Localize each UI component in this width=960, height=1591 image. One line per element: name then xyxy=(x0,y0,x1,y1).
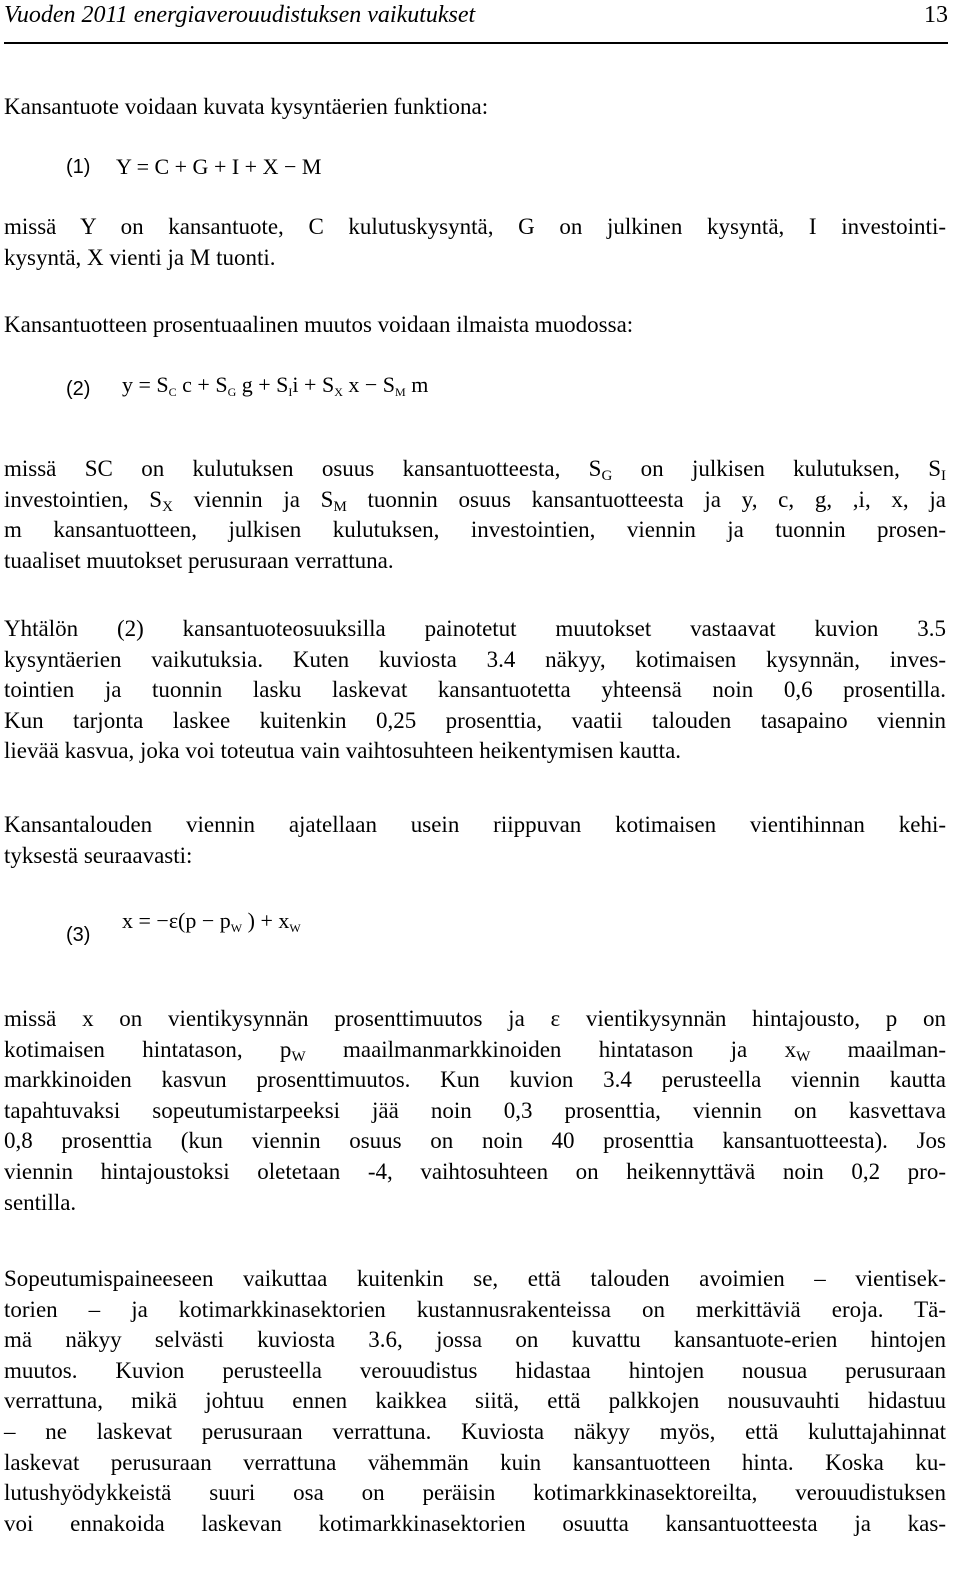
text-line: Yhtälön (2) kansantuoteosuuksilla painotetut muutokset vastaavat kuvion 3.5 xyxy=(4,616,946,641)
eq-subscript: W xyxy=(289,921,301,935)
text-line: m kansantuotteen, julkisen kulutuksen, investointien, viennin ja tuonnin prosen- xyxy=(4,517,946,543)
eq-term: m xyxy=(411,372,429,397)
text-line: tyksestä seuraavasti: xyxy=(4,842,193,868)
paragraph-growth-intro xyxy=(4,310,946,341)
eq-subscript: C xyxy=(168,385,177,399)
text-line: lievää kasvua, joka voi toteutua vain vaihtosuhteen heikentymisen kautta. xyxy=(4,738,682,764)
eq-subscript: I xyxy=(288,385,293,399)
equation-number: (3) xyxy=(66,924,91,946)
page-header xyxy=(4,0,948,42)
text-line: mä näkyy selvästi kuviosta 3.6, jossa on kuvattu kansantuote-erien hintojen xyxy=(4,1327,946,1353)
text-line: Kansantuotteen prosentuaalinen muutos voidaan ilmaista muodossa: xyxy=(4,312,634,337)
text-line: lutushyödykkeistä suuri osa on peräisin kotimarkkinasektoreilta, verouudistuksen xyxy=(4,1480,946,1506)
text-run: maailmanmarkkinoiden hintatason ja x xyxy=(305,1036,797,1062)
eq-term: i + S xyxy=(292,372,335,397)
equation-formula xyxy=(122,908,301,934)
eq-subscript: G xyxy=(227,385,237,399)
text-line: 0,8 prosenttia (kun viennin osuus on noin 40 prosenttia kansantuotteesta). Jos xyxy=(4,1128,946,1154)
paragraph-shares xyxy=(4,454,946,576)
text-line: tuaaliset muutokset perusuraan verrattuna. xyxy=(4,547,394,573)
paragraph-intro xyxy=(4,92,946,123)
text-line: kysyntäerien vaikutuksia. Kuten kuviosta 3.4 näkyy, kotimaisen kysynnän, inves- xyxy=(4,646,946,672)
text-line: missä x on vientikysynnän prosenttimuutos ja ε vientikysynnän hintajousto, p on xyxy=(4,1006,946,1031)
eq-term: x − S xyxy=(348,372,396,397)
text-line: – ne laskevat perusuraan verrattuna. Kuviosta näkyy myös, että kuluttajahinnat xyxy=(4,1418,946,1444)
paragraph-adjustment-pressure xyxy=(4,1264,946,1539)
equation-formula: Y = C + G + I + X − M xyxy=(116,154,322,179)
eq-term: ) + x xyxy=(247,908,290,933)
text-line: missä Y on kansantuote, C kulutuskysyntä, G on julkinen kysyntä, I investointi- xyxy=(4,214,946,239)
paragraph-elasticity xyxy=(4,1004,946,1218)
subscript: W xyxy=(796,1048,811,1065)
paragraph-exports xyxy=(4,810,946,871)
paragraph-definitions xyxy=(4,212,946,273)
equation-number: (2) xyxy=(66,378,91,400)
text-line: Kansantuote voidaan kuvata kysyntäerien funktiona: xyxy=(4,94,489,119)
subscript: G xyxy=(601,468,613,484)
text-run: tuonnin osuus kansantuotteesta ja y, c, g, ,i, x, ja xyxy=(346,486,946,512)
text-line: voi ennakoida laskevan kotimarkkinasektorien osuutta kansantuotteesta ja kas- xyxy=(4,1510,946,1536)
text-run: missä SC on kulutuksen osuus kansantuotteesta, S xyxy=(4,456,602,481)
subscript: W xyxy=(291,1048,306,1065)
page-number: 13 xyxy=(924,2,948,28)
eq-subscript: M xyxy=(395,385,406,399)
text-line xyxy=(4,454,946,485)
text-line: muutos. Kuvion perusteella verouudistus hidastaa hintojen nousua perusuraan xyxy=(4,1357,946,1383)
text-line: Kansantalouden viennin ajatellaan usein riippuvan kotimaisen vientihinnan kehi- xyxy=(4,812,946,837)
equation-formula xyxy=(122,372,428,398)
text-line: markkinoiden kasvun prosenttimuutos. Kun kuvion 3.4 perusteella viennin kautta xyxy=(4,1067,946,1093)
text-run: investointien, S xyxy=(4,486,163,512)
header-rule xyxy=(4,42,948,44)
equation-3 xyxy=(4,908,944,948)
text-run: viennin ja S xyxy=(172,486,334,512)
eq-term: g + S xyxy=(241,372,289,397)
text-line: tapahtuvaksi sopeutumistarpeeksi jää noin 0,3 prosenttia, viennin on kasvettava xyxy=(4,1097,946,1123)
subscript: X xyxy=(162,498,173,515)
text-line: kysyntä, X vienti ja M tuonti. xyxy=(4,244,276,270)
equation-2 xyxy=(4,372,944,406)
eq-term: y = S xyxy=(122,372,169,397)
text-line: laskevat perusuraan verrattuna vähemmän kuin kansantuotteen hinta. Koska ku- xyxy=(4,1449,946,1475)
text-line: verrattuna, mikä johtuu ennen kaikkea siitä, että palkkojen nousuvauhti hidastuu xyxy=(4,1388,946,1414)
eq-term: c + S xyxy=(182,372,228,397)
equation-number: (1) xyxy=(66,156,91,178)
eq-term: x = −ε(p − p xyxy=(122,908,231,933)
text-line: Sopeutumispaineeseen vaikuttaa kuitenkin se, että talouden avoimien – vientisek- xyxy=(4,1266,946,1291)
text-line xyxy=(4,485,946,516)
text-run: kotimaisen hintatason, p xyxy=(4,1036,292,1062)
text-line xyxy=(4,1035,946,1066)
eq-subscript: X xyxy=(334,385,343,399)
text-line: tointien ja tuonnin lasku laskevat kansantuotetta yhteensä noin 0,6 prosentilla. xyxy=(4,677,946,703)
subscript: I xyxy=(941,468,946,484)
equation-1 xyxy=(4,154,944,186)
text-line: Kun tarjonta laskee kuitenkin 0,25 prosenttia, vaatii talouden tasapaino viennin xyxy=(4,707,946,733)
subscript: M xyxy=(333,498,347,515)
text-run: maailman- xyxy=(810,1036,946,1062)
text-line: sentilla. xyxy=(4,1189,77,1215)
running-title: Vuoden 2011 energiaverouudistuksen vaikutukset xyxy=(4,2,476,28)
text-line: torien – ja kotimarkkinasektorien kustannusrakenteissa on merkittäviä eroja. Tä- xyxy=(4,1296,946,1322)
text-run: on julkisen kulutuksen, S xyxy=(612,456,941,481)
text-line: viennin hintajoustoksi oletetaan -4, vaihtosuhteen on heikennyttävä noin 0,2 pro- xyxy=(4,1158,946,1184)
eq-subscript: W xyxy=(230,921,243,935)
paragraph-weighted-changes xyxy=(4,614,946,767)
